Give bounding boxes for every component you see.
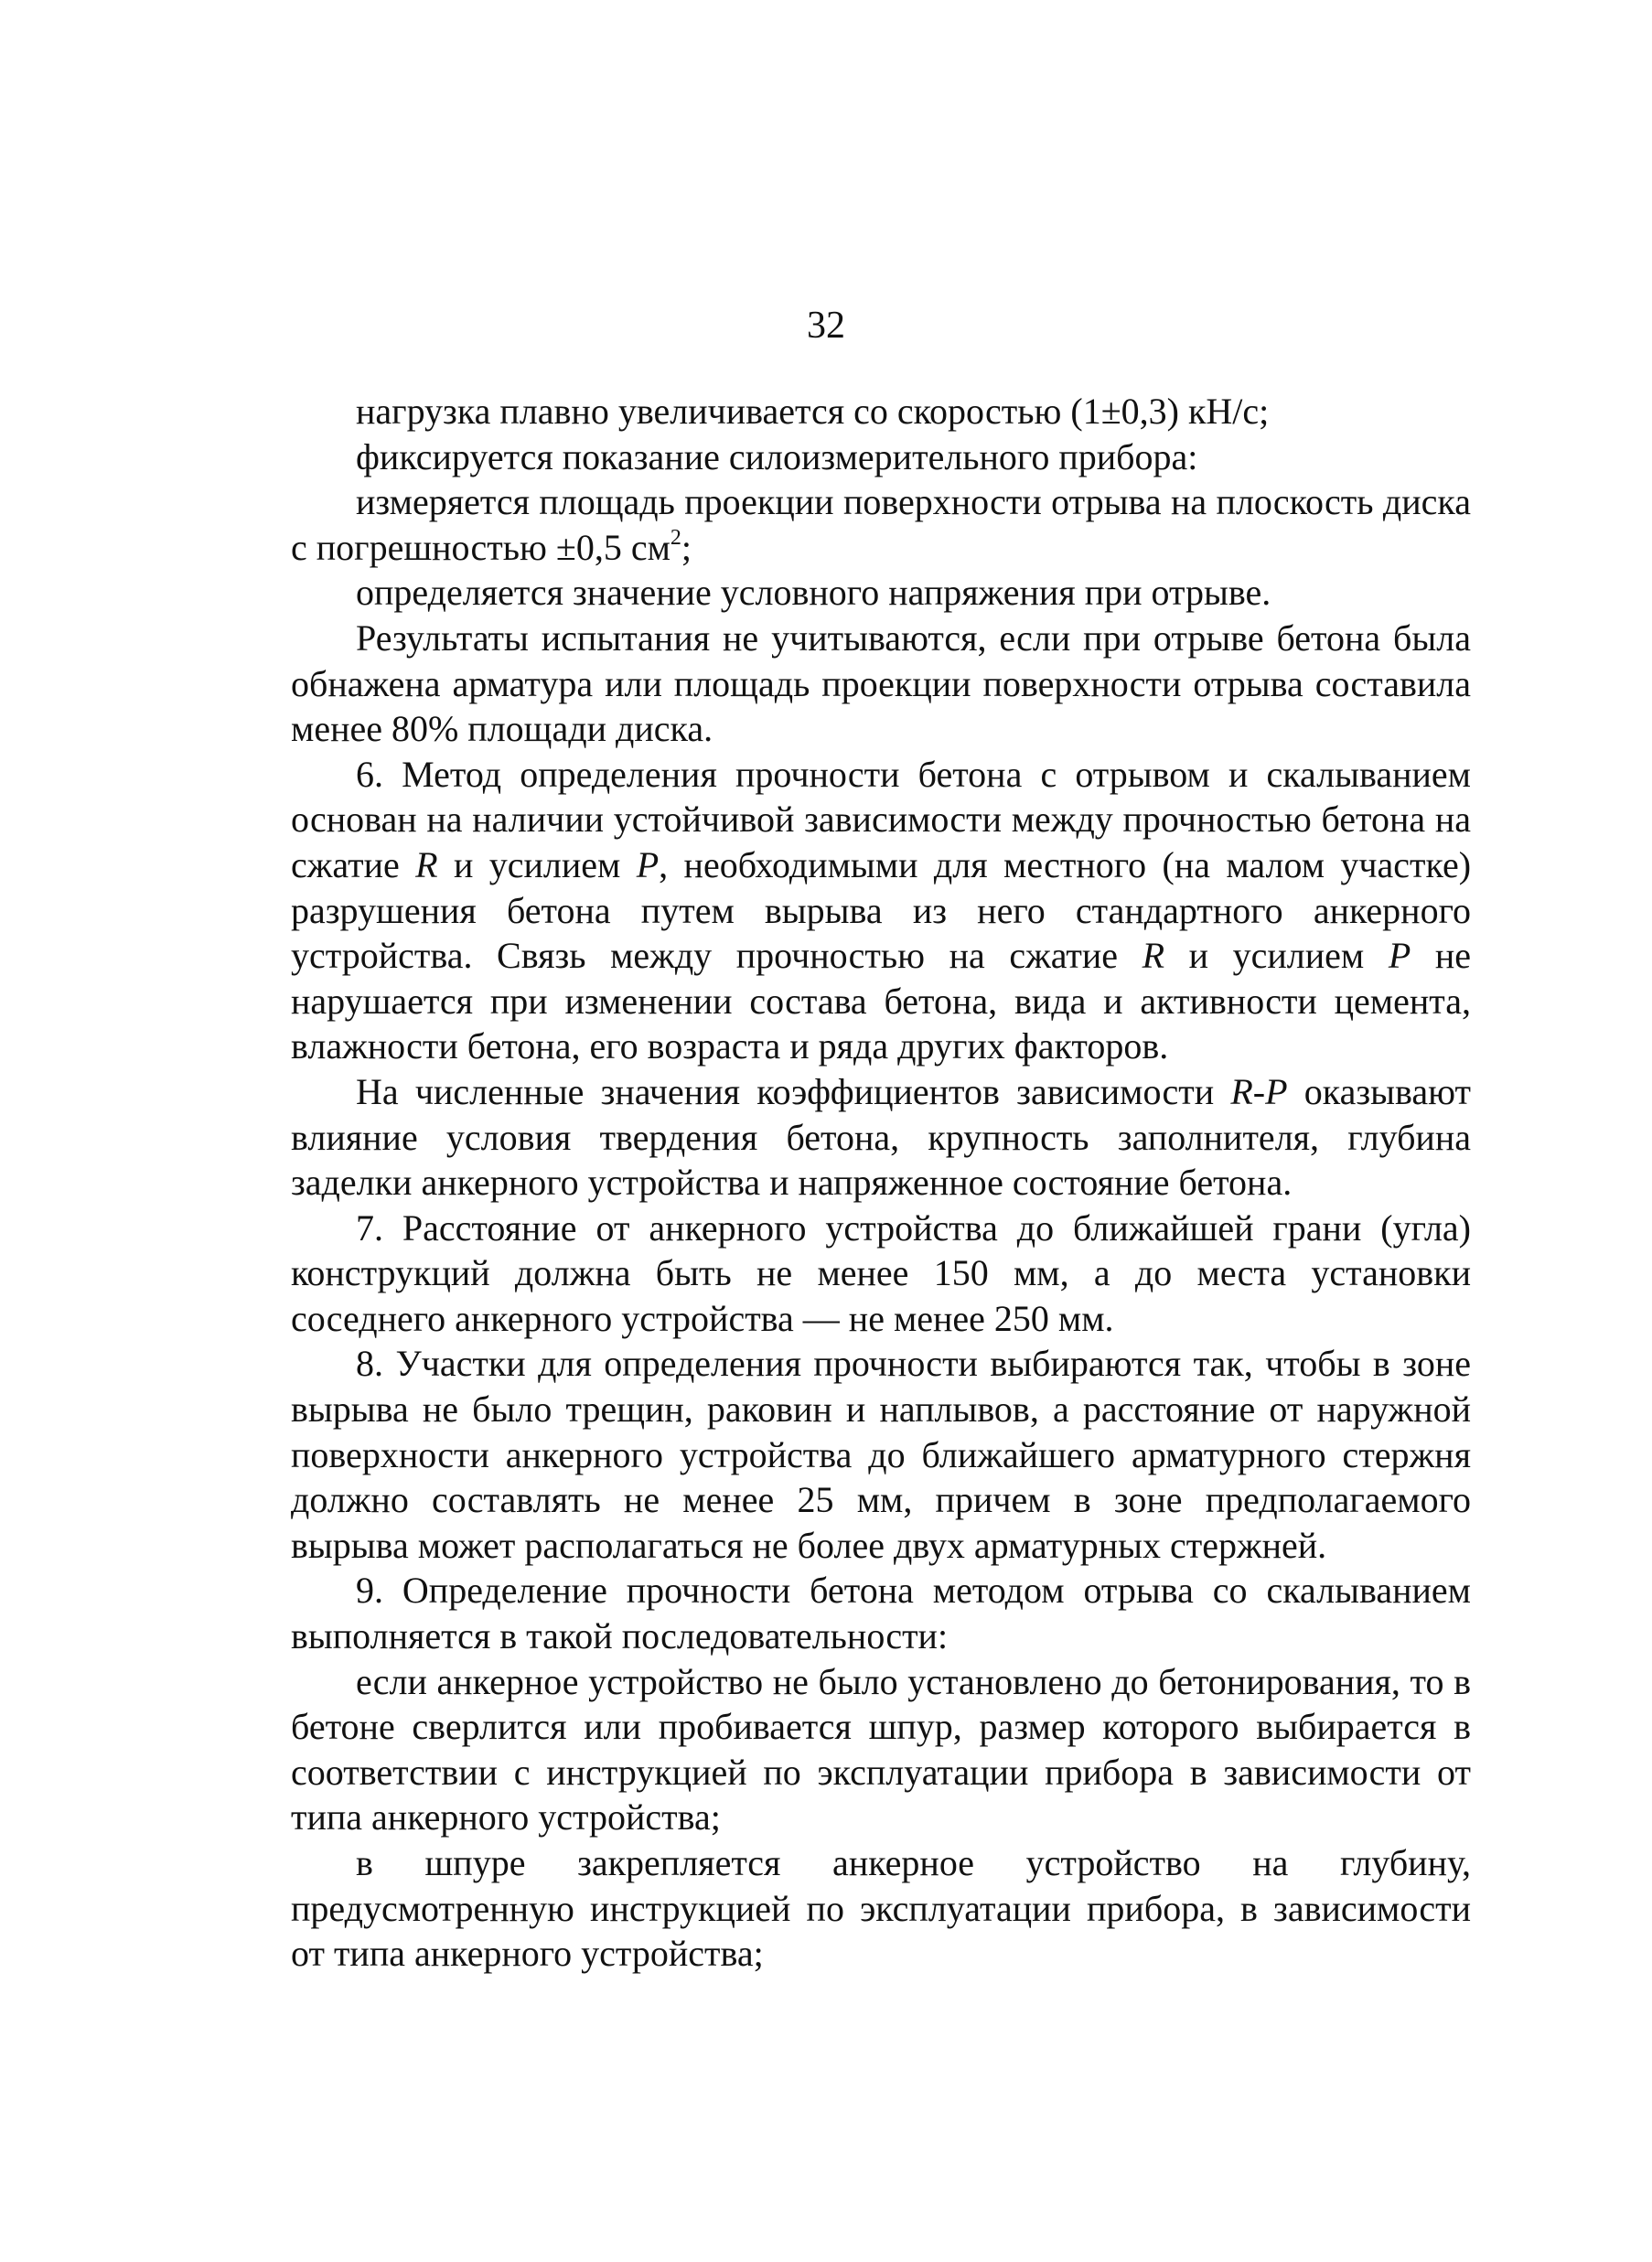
variable-p: P (636, 843, 660, 885)
area-measurement-text: измеряется площадь проекции поверхности отрыва на плоскость диска с погрешностью ±0,5 см (291, 481, 1471, 568)
paragraph-coefficients (291, 1069, 1471, 1206)
item-6-part-4: и усилием (1164, 935, 1389, 977)
item-6-part-3: , необходимыми для местного (на малом участке) разрушения бетона путем вырыва из него стандартного анкерного устройства. Связь между прочностью на сжатие (291, 843, 1472, 977)
document-body (291, 389, 1471, 1977)
paragraph-item-7: 7. Расстояние от анкерного устройства до ближайшей грани (угла) конструкций должна быть не менее 150 мм, а до места установки соседнего анкерного устройства — не менее 250 мм. (291, 1206, 1471, 1339)
page-number: 32 (807, 305, 845, 347)
paragraph-item-9: 9. Определение прочности бетона методом отрыва со скалыванием выполняется в такой последовательности: (291, 1570, 1471, 1657)
area-measurement-tail: ; (681, 526, 692, 568)
paragraph-item-6 (291, 752, 1471, 1069)
paragraph-test-results: Результаты испытания не учитываются, если при отрыве бетона была обнажена арматура или площадь проекции поверхности отрыва составила менее 80% площади диска. (291, 616, 1471, 750)
variable-r-p: R-P (1230, 1070, 1288, 1112)
paragraph-load-rate: нагрузка плавно увеличивается со скоростью (1±0,3) кН/с; (356, 391, 1270, 432)
variable-r: R (415, 843, 438, 885)
paragraph-area-measurement (291, 479, 1471, 570)
paragraph-stress-value: определяется значение условного напряжения при отрыве. (356, 572, 1271, 614)
coefficients-part-2: оказывают влияние условия твердения бетона, крупность заполнителя, глубина заделки анкерного устройства и напряженное состояние бетона. (291, 1070, 1471, 1204)
coefficients-part-1: На численные значения коэффициентов зависимости (356, 1070, 1231, 1112)
paragraph-force-reading: фиксируется показание силоизмерительного прибора: (356, 435, 1198, 477)
variable-r: R (1142, 935, 1165, 977)
variable-p: P (1388, 935, 1411, 977)
paragraph-anchor-fixing-step: в шпуре закрепляется анкерное устройство на глубину, предусмотренную инструкцией по эксплуатации прибора, в зависимости от типа анкерного устройства; (291, 1842, 1471, 1975)
area-unit-exponent: 2 (670, 525, 681, 550)
item-6-part-5: не нарушается при изменении состава бетона, вида и активности цемента, влажности бетона, его возраста и ряда других факторов. (291, 935, 1471, 1067)
paragraph-drilling-step: если анкерное устройство не было установлено до бетонирования, то в бетоне сверлится или пробивается шпур, размер которого выбирается в соответствии с инструкцией по эксплуатации прибора в зависимости от типа анкерного устройства; (291, 1660, 1471, 1839)
item-6-part-1: 6. Метод определения прочности бетона с отрывом и скалыванием основан на наличии устойчивой зависимости между прочностью бетона на сжатие (291, 753, 1471, 885)
item-6-part-2: и усилием (437, 843, 637, 885)
paragraph-item-8: 8. Участки для определения прочности выбираются так, чтобы в зоне вырыва не было трещин, раковин и наплывов, а расстояние от наружной поверхности анкерного устройства до ближайшего арматурного стержня должно составлять не менее 25 мм, причем в зоне предполагаемого вырыва может располагаться не более двух арматурных стержней. (291, 1343, 1471, 1566)
